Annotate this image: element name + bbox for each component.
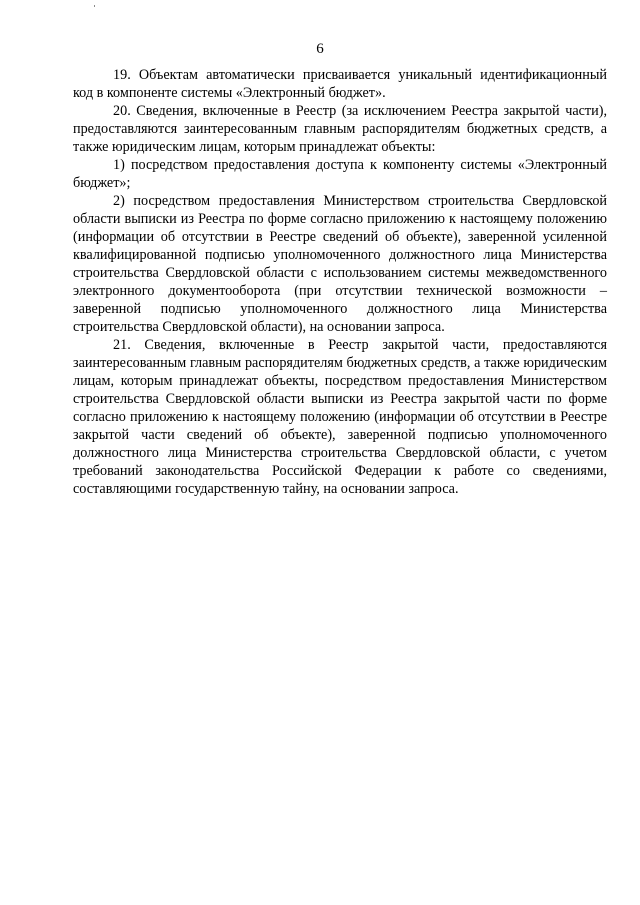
paragraph-20-item-2: 2) посредством предоставления Министерством строительства Свердловской области выписки из Реестра по форме согласно приложению к настоящему положению (информации об отсутствии в Реестре сведений об объекте), заверенной усиленной квалифицированной подписью уполномоченного должностного лица Министерства строительства Свердловской области с использованием системы межведомственного электронного документооборота (при отсутствии технической возможности – заверенной подписью уполномоченного должностного лица Министерства строительства Свердловской области), на основании запроса. xyxy=(73,193,607,335)
paragraph-20-item-1: 1) посредством предоставления доступа к компоненту системы «Электронный бюджет»; xyxy=(73,157,607,191)
page-number: 6 xyxy=(316,41,324,57)
paragraph-20: 20. Сведения, включенные в Реестр (за исключением Реестра закрытой части), предоставляются заинтересованным главным распорядителям бюджетных средств, а также юридическим лицам, которым принадлежат объекты: xyxy=(73,103,607,155)
document-body xyxy=(73,66,607,498)
paragraph-21: 21. Сведения, включенные в Реестр закрытой части, предоставляются заинтересованным главным распорядителям бюджетных средств, а также юридическим лицам, которым принадлежат объекты, посредством предоставления Министерством строительства Свердловской области выписки из Реестра закрытой части по форме согласно приложению к настоящему положению (информации об отсутствии в Реестре закрытой части сведений об объекте), заверенной подписью уполномоченного должностного лица Министерства строительства Свердловской области, с учетом требований законодательства Российской Федерации к работе со сведениями, составляющими государственную тайну, на основании запроса. xyxy=(73,337,607,497)
scan-mark xyxy=(94,5,95,7)
paragraph-19: 19. Объектам автоматически присваивается уникальный идентификационный код в компоненте системы «Электронный бюджет». xyxy=(73,67,607,101)
